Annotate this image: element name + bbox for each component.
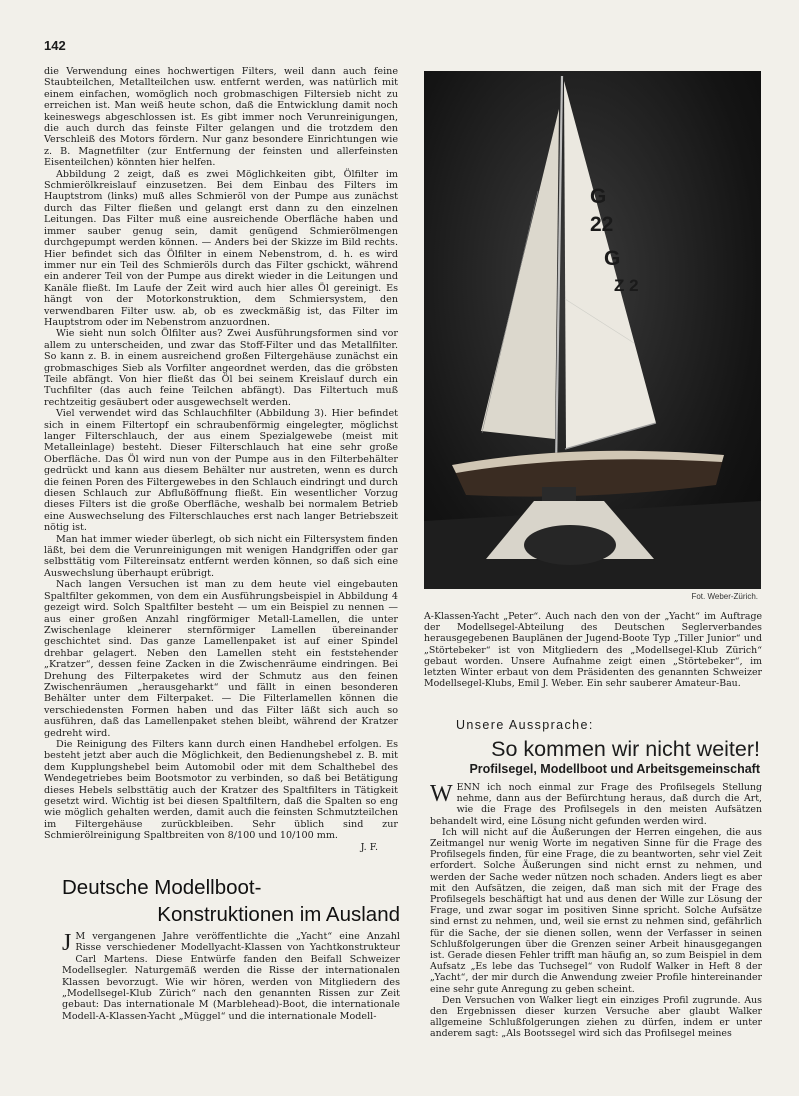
photo-caption-text <box>424 611 762 689</box>
paragraph: Nach langen Versuchen ist man zu dem heute viel eingebauten Spaltfilter gekommen, von dem ein Ausführungsbeispiel in Abbildung 4 gezeigt wird. Solch Spaltfilter besteht — um ein Beispiel zu nennen — aus einer großen Anzahl ringförmiger Metall-Lamellen, die unter Zwischenlage kleinerer sternförmiger Lamellen übereinander geschichtet sind. Das ganze Lamellenpaket ist auf einer Spindel drehbar gelagert. Neben den Lamellen steht ein feststehender „Kratzer“, dessen feine Zacken in die Zwischenräume eindringen. Bei Drehung des Filterpaketes wird der Schmutz aus den feinen Zwischenräumen „herausgeharkt“ und fällt in einen besonderen Behälter unter dem Filterpaket. — Die Filterlamellen können die verschiedensten Formen haben und das Filter läßt sich auch so ausführen, daß das Lamellenpaket stehen bleibt, während der Kratzer gedreht wird. <box>44 579 398 739</box>
sail-mark: G <box>590 185 607 208</box>
right-article-subheadline: Profilsegel, Modellboot und Arbeitsgemeinschaft <box>469 762 760 776</box>
paragraph-text: M vergangenen Jahre veröffentlichte die „Yacht“ eine Anzahl Risse verschiedener Modellyacht-Klassen von Yachtkonstrukteur Carl Martens. Diese Entwürfe fanden den Beifall Schweizer Modellsegler. Naturgemäß werden die Risse der internationalen Klassen bevorzugt. Wie wir hören, werden von Mitgliedern des „Modellsegel-Klub Zürich“ nach den genannten Rissen zur Zeit gebaut: Das internationale M (Marblehead)-Boot, die internationale Modell-A-Klassen-Yacht „Müggel“ und die internationale Modell- <box>62 931 400 1022</box>
paragraph <box>430 782 762 827</box>
paragraph: die Verwendung eines hochwertigen Filters, weil dann auch feine Staubteilchen, Metallteilchen usw. entfernt werden, was natürlich mit einem einfachen, womöglich noch grobmaschigen Filtersieb nicht zu erreichen ist. Man weiß heute schon, daß die Entwicklung damit noch keineswegs abgeschlossen ist. Es gibt immer noch Verunreinigungen, die auch durch das feinste Filter gelangen und die trotzdem den Verschleiß des Motors fördern. Nur ganz besondere Einrichtungen wie z. B. Magnetfilter (zur Entfernung der feinsten und allerfeinsten Eisenteilchen) könnten hier helfen. <box>44 66 398 169</box>
author-signature: J. F. <box>360 841 378 853</box>
page-number: 142 <box>44 38 66 53</box>
paragraph: Ich will nicht auf die Äußerungen der Herren eingehen, die aus Zeitmangel nur wenig Worte im negativen Sinne für die Frage des Profilsegels finden, für eine Frage, die zu beantworten, sehr viel Zeit erfordert. Solche Äußerungen sind nicht ernst zu nehmen, und werden der Sache weder nützen noch schaden. Anders liegt es aber mit den Aufsätzen, die zeigen, daß man sich mit der Frage des Profilsegels beschäftigt hat und aus denen der Wille zur Lösung der Frage, und zwar sogar im positiven Sinne spricht. Solche Aufsätze sind ernst zu nehmen, und, weil sie ernst zu nehmen sind, gefährlich für die Sache, der sie dienen sollen, wenn der Verfasser in seinen Schlußfolgerungen über die Grenzen seiner Arbeit hinausgegangen ist. Gerade diesen Fehler trifft man häufig an, so zum Beispiel in dem Aufsatz „Es lebe das Tuchsegel“ von Rudolf Walker in Heft 8 der „Yacht“, der mir durch die Anwendung zweier Profile hintereinander eine sehr gute Anregung zu geben scheint. <box>430 826 762 995</box>
paragraph-text: ENN ich noch einmal zur Frage des Profilsegels Stellung nehme, dann aus der Befürchtung heraus, daß durch die Art, wie die Frage des Profilsegels in den meisten Aufsätzen behandelt wird, eine Lösung nicht gefunden werden wird. <box>430 782 762 827</box>
left-article-headline <box>62 874 400 928</box>
paragraph: A-Klassen-Yacht „Peter“. Auch nach den von der „Yacht“ im Auftrage der Modellsegel-Abteilung des Deutschen Seglerverbandes herausgegebenen Bauplänen der Jugend-Boote Typ „Tiller Junior“ und „Störtebeker“ ist von Mitgliedern des „Modellsegel-Klub Zürich“ gebaut worden. Unsere Aufnahme zeigt einen „Störtebeker“, im letzten Winter erbaut von dem Präsidenten des genannten Schweizer Modellsegel-Klubs, Emil J. Weber. Ein sehr sauberer Amateur-Bau. <box>424 611 762 690</box>
sail-mark: G <box>604 247 621 270</box>
left-article-body <box>62 931 400 1022</box>
photo-credit: Fot. Weber-Zürich. <box>691 592 758 601</box>
right-article-headline: So kommen wir nicht weiter! <box>491 737 760 761</box>
jib-sail <box>481 109 559 439</box>
paragraph: Man hat immer wieder überlegt, ob sich nicht ein Filtersystem finden läßt, bei dem die Verunreinigungen mit wenigen Handgriffen oder gar selbsttätig vom Filtereinsatz entfernt werden können, so daß sich eine Auswechslung überhaupt erübrigt. <box>44 533 398 579</box>
paragraph: Abbildung 2 zeigt, daß es zwei Möglichkeiten gibt, Ölfilter im Schmierölkreislauf einzusetzen. Bei dem Einbau des Filters im Hauptstrom (links) muß alles Schmieröl von der Pumpe aus zunächst durch das Filter fließen und gelangt erst dann zu den einzelnen Leitungen. Das Filter muß eine ausreichende Oberfläche haben und immer sauber genug sein, damit genügend Schmierölmengen durchgepumpt werden können. — Anders bei der Skizze im Bild rechts. Hier befindet sich das Ölfilter in einem Nebenstrom, d. h. es wird immer nur ein Teil des Schmieröls durch das Filter gschickt, während ein anderer Teil von der Pumpe aus direkt wieder in die Leitungen und Kanäle fließt. Im Laufe der Zeit wird auch hier alles Öl gereinigt. Es hängt von der Motorkonstruktion, dem Schmiersystem, den verwendbaren Filter usw. ab, ob es zweckmäßig ist, das Filter im Hauptstrom oder im Nebenstrom anzuordnen. <box>44 168 398 328</box>
sailboat-illustration <box>424 71 761 589</box>
sail-mark: 22 <box>590 213 614 236</box>
sailboat-photo <box>424 71 761 589</box>
paragraph: Wie sieht nun solch Ölfilter aus? Zwei Ausführungsformen sind vor allem zu unterscheiden, und zwar das Stoff-Filter und das Metallfilter. So kann z. B. in einem ausreichend großen Filtergehäuse zunächst ein grobmaschiges Sieb als Vorfilter angeordnet werden, das die gröbsten Teile abfängt. Von hier fließt das Öl bei seinem Kreislauf durch ein Tuchfilter (das auch feine Teilchen abfängt). Das Filtertuch muß rechtzeitig gesäubert oder ausgewechselt werden. <box>44 328 398 408</box>
dropcap: J <box>62 930 72 956</box>
sail-mark: Z 2 <box>614 276 639 295</box>
dropcap: W <box>430 781 453 807</box>
left-column-text <box>44 66 398 853</box>
paragraph: Die Reinigung des Filters kann durch einen Handhebel erfolgen. Es besteht jetzt aber auch die Möglichkeit, den Bedienungshebel z. B. mit dem Kupplungshebel beim Automobil oder mit dem Schalthebel des Wendegetriebes beim Bootsmotor zu verbinden, so daß bei Betätigung dieses Hebels selbsttätig auch der Kratzer des Spaltfilters in Tätigkeit gesetzt wird. Wichtig ist bei diesen Spaltfiltern, daß die Spalten so eng wie möglich gehalten werden, damit auch die feinsten Schmutzteilchen im Filtergehäuse zurückbleiben. Sehr üblich sind zur Schmierölreinigung Spaltbreiten von 8/100 und 10/100 mm. <box>44 738 398 842</box>
section-kicker: Unsere Aussprache: <box>456 718 594 732</box>
right-article-body <box>430 782 762 1040</box>
paragraph <box>62 931 400 1022</box>
stand-cutout <box>524 525 616 565</box>
paragraph: Den Versuchen von Walker liegt ein einziges Profil zugrunde. Aus den Ergebnissen dieser kurzen Versuche aber glaubt Walker allgemeine Schlußfolgerungen ziehen zu dürfen, indem er unter anderem sagt: „Als Bootssegel wird sich das Profilsegel meines <box>430 994 762 1040</box>
paragraph: Viel verwendet wird das Schlauchfilter (Abbildung 3). Hier befindet sich in einem Filtertopf ein schraubenförmig eingelegter, möglichst langer Filterschlauch, der aus einem Spezialgewebe (meist mit Metalleinlage) besteht. Dieser Filterschlauch hat eine sehr große Oberfläche. Das Öl wird nun von der Pumpe aus in den Filterbehälter gedrückt und kann aus diesem Behälter nur austreten, wenn es durch die feinen Poren des Filtergewebes in den Schlauch eindringt und durch diesen Schlauch zur Abflußöffnung fließt. Ein wesentlicher Vorzug dieses Filters ist die große Oberfläche, weshalb bei normalem Betrieb eine Auswechselung des Filterschlauches erst nach langer Betriebszeit nötig ist. <box>44 408 398 534</box>
headline-line-2: Konstruktionen im Ausland <box>157 903 400 926</box>
headline-line-1: Deutsche Modellboot- <box>62 876 262 899</box>
